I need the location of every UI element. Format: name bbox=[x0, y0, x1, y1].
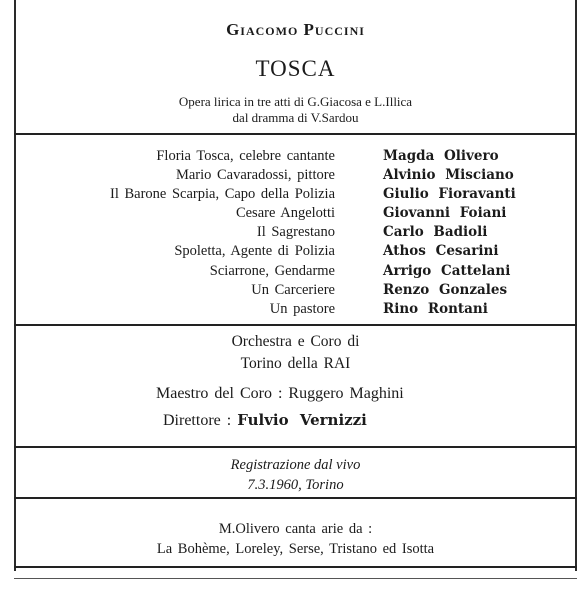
divider bbox=[14, 497, 577, 499]
cast-row bbox=[14, 224, 577, 243]
singer-name: Arrigo Cattelani bbox=[383, 262, 511, 279]
composer-text: Giacomo Puccini bbox=[226, 20, 365, 39]
conductor-name: Fulvio Vernizzi bbox=[237, 411, 367, 429]
singer-name: Carlo Badioli bbox=[383, 224, 488, 241]
arias-line-2: La Bohème, Loreley, Serse, Tristano ed Isotta bbox=[156, 541, 435, 557]
cast-row bbox=[14, 186, 577, 205]
cast-list bbox=[14, 148, 577, 320]
recording-line-2: 7.3.1960, Torino bbox=[247, 477, 344, 493]
opera-title: TOSCA bbox=[255, 56, 336, 81]
orchestra-line-2: Torino della RAI bbox=[240, 355, 351, 372]
role-name: Un pastore bbox=[269, 300, 335, 317]
orchestra-credit bbox=[14, 331, 577, 375]
arias-line-1: M.Olivero canta arie da : bbox=[218, 521, 373, 537]
role-name: Un Carceriere bbox=[251, 281, 335, 298]
cast-row bbox=[14, 301, 577, 320]
singer-name: Renzo Gonzales bbox=[383, 281, 508, 298]
recording-info bbox=[14, 455, 577, 495]
divider bbox=[14, 324, 577, 326]
cast-row bbox=[14, 167, 577, 186]
singer-name: Rino Rontani bbox=[383, 300, 488, 317]
recording-line-1: Registrazione dal vivo bbox=[230, 457, 361, 473]
composer-name bbox=[14, 20, 577, 40]
divider bbox=[14, 566, 577, 568]
divider bbox=[14, 446, 577, 448]
cast-row bbox=[14, 243, 577, 262]
opera-subtitle bbox=[14, 94, 577, 126]
chorus-master-credit: Maestro del Coro : Ruggero Maghini bbox=[156, 385, 404, 402]
singer-name: Giovanni Foiani bbox=[383, 205, 507, 222]
arias-info bbox=[14, 519, 577, 559]
orchestra-line-1: Orchestra e Coro di bbox=[231, 333, 360, 350]
subtitle-line-1: Opera lirica in tre atti di G.Giacosa e L.Illica bbox=[178, 94, 413, 109]
page-edge bbox=[14, 578, 577, 579]
conductor-credit bbox=[163, 411, 367, 430]
role-name: Cesare Angelotti bbox=[235, 205, 335, 222]
conductor-label: Direttore : bbox=[163, 412, 238, 429]
singer-name: Magda Olivero bbox=[383, 148, 499, 164]
cast-row bbox=[14, 282, 577, 301]
subtitle-line-2: dal dramma di V.Sardou bbox=[232, 110, 359, 125]
role-name: Mario Cavaradossi, pittore bbox=[175, 167, 335, 184]
cast-row bbox=[14, 148, 577, 167]
divider bbox=[14, 133, 577, 135]
role-name: Il Sagrestano bbox=[256, 224, 335, 241]
cast-row bbox=[14, 205, 577, 224]
role-name: Spoletta, Agente di Polizia bbox=[174, 243, 335, 260]
role-name: Sciarrone, Gendarme bbox=[209, 262, 335, 279]
singer-name: Alvinio Misciano bbox=[383, 167, 514, 184]
role-name: Floria Tosca, celebre cantante bbox=[156, 148, 335, 164]
role-name: Il Barone Scarpia, Capo della Polizia bbox=[109, 186, 335, 203]
singer-name: Athos Cesarini bbox=[383, 243, 499, 260]
cast-row bbox=[14, 263, 577, 282]
singer-name: Giulio Fioravanti bbox=[383, 186, 516, 203]
